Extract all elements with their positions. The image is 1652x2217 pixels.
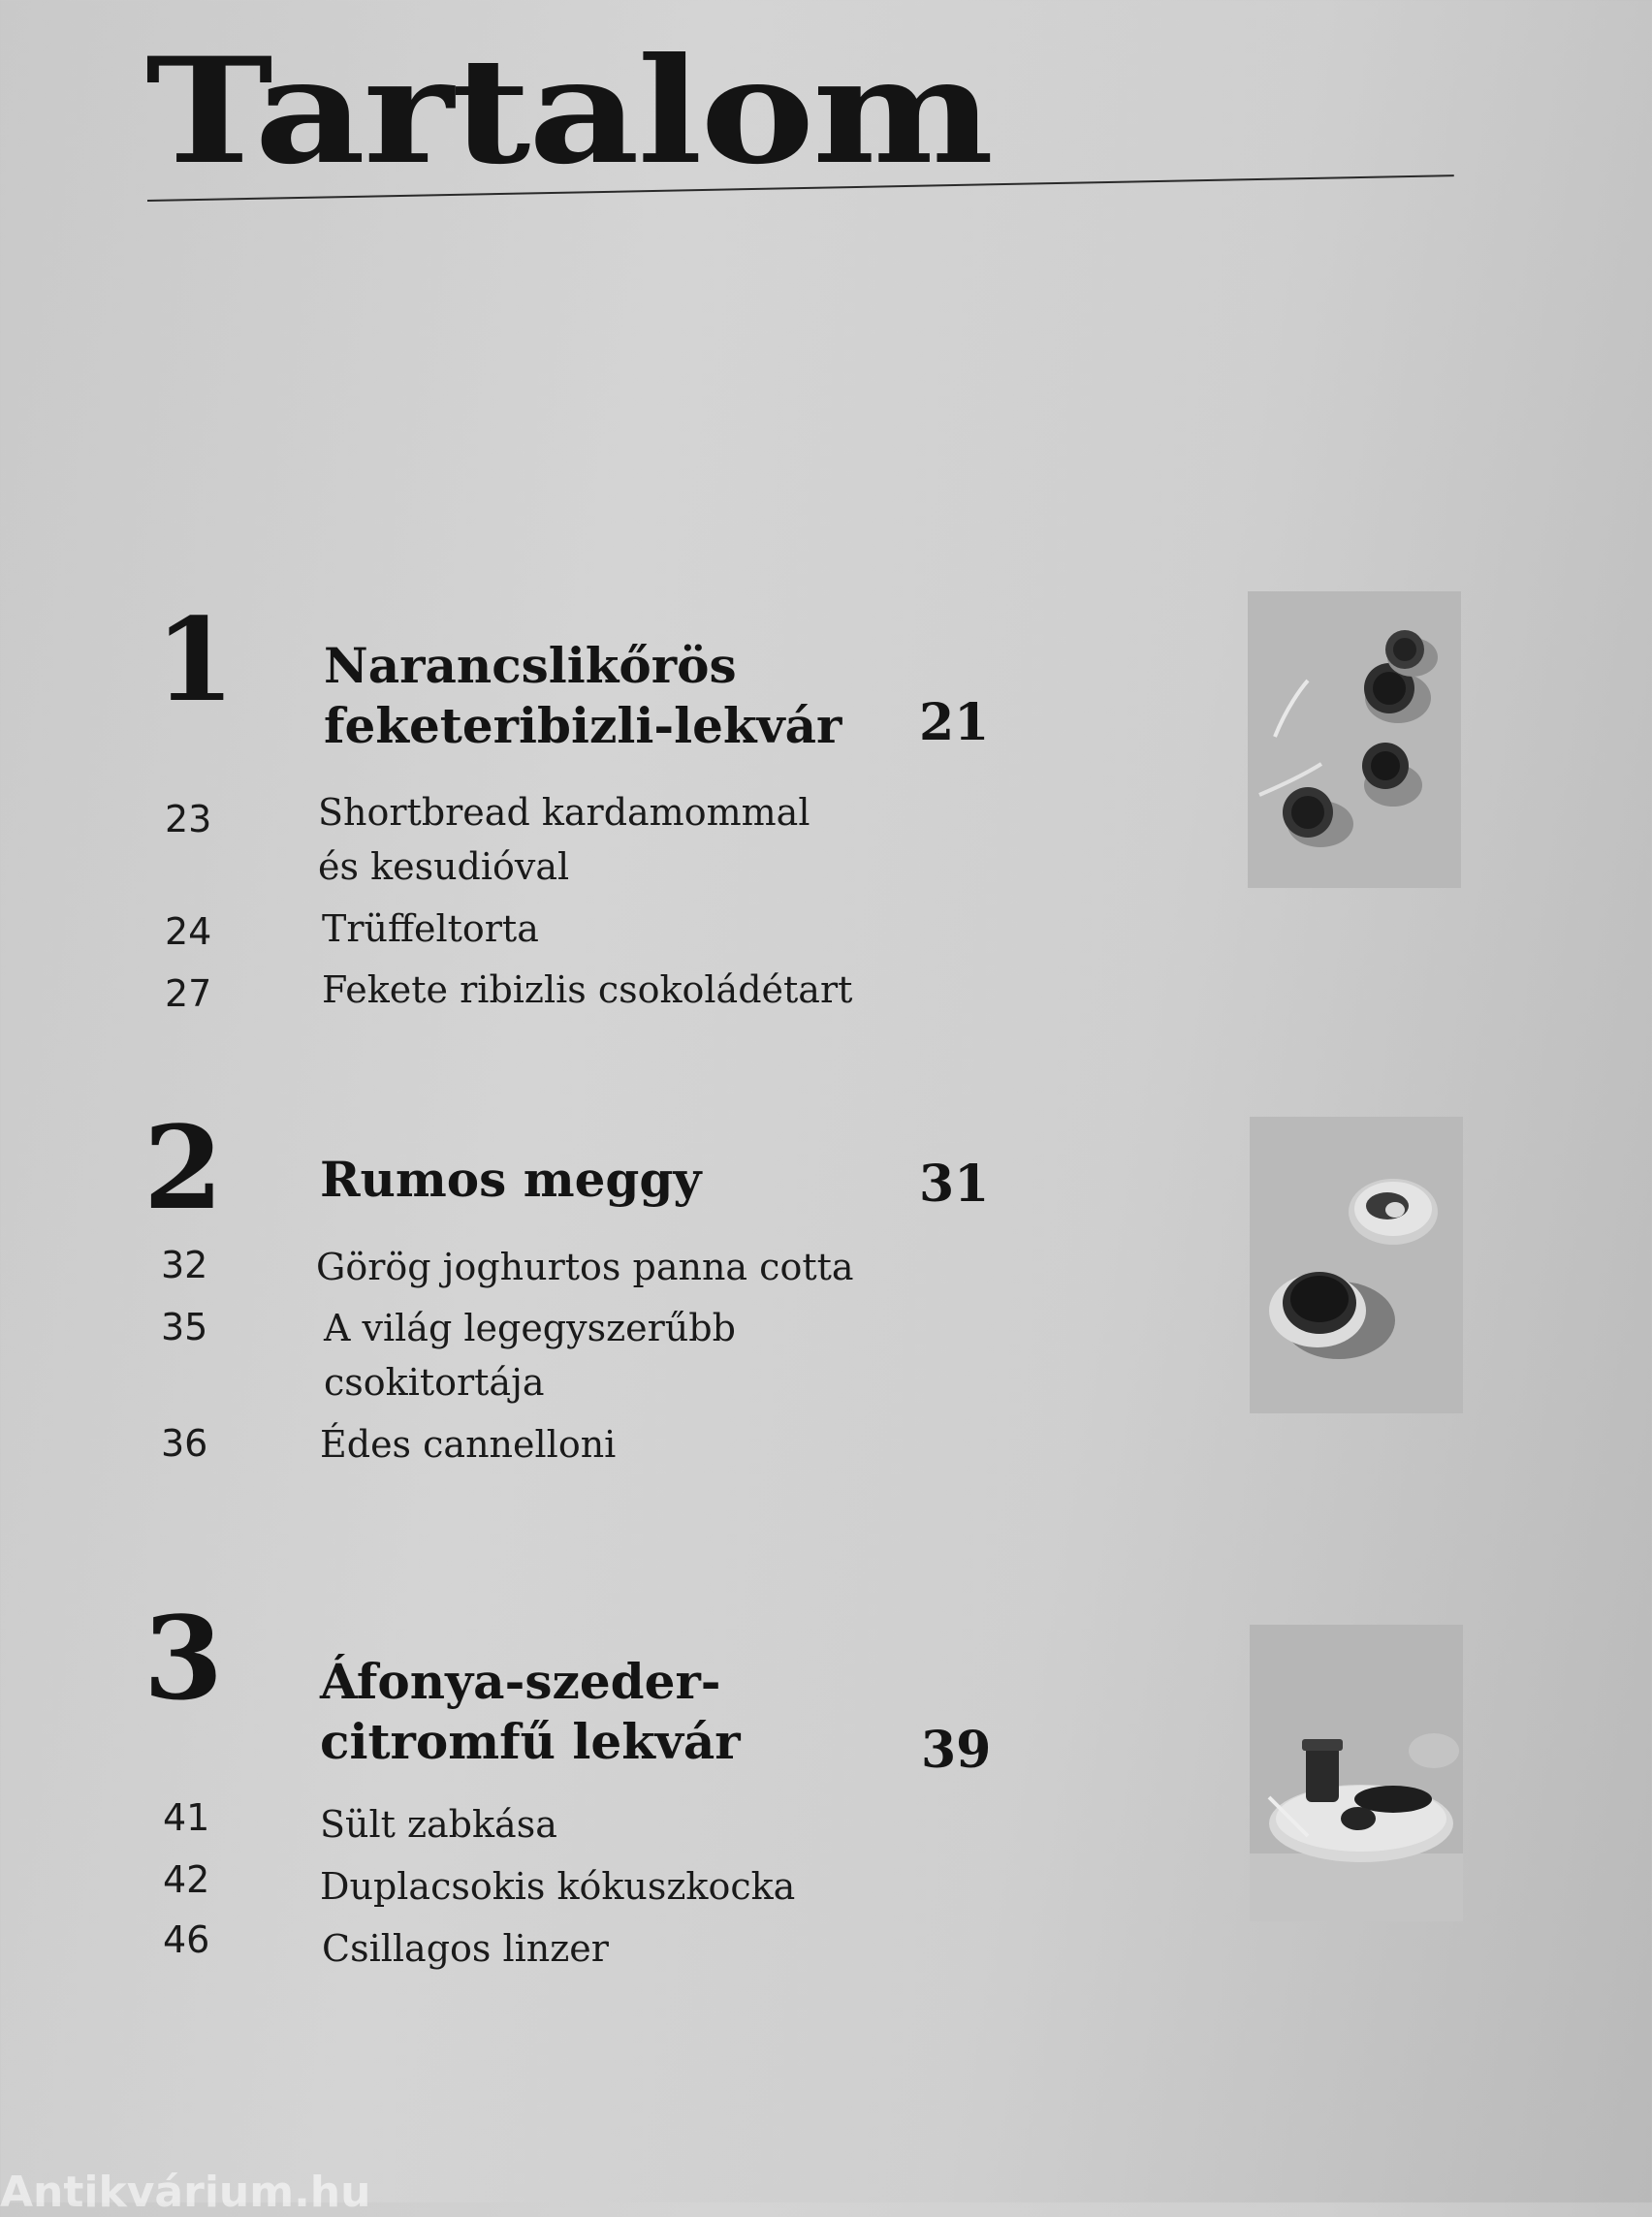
entry-page-number[interactable]: 32 bbox=[161, 1244, 208, 1286]
entry-title-line: Trüffeltorta bbox=[322, 907, 539, 950]
entry-title[interactable] bbox=[320, 1797, 557, 1852]
chapter-number: 3 bbox=[143, 1591, 224, 1726]
chapter-number: 1 bbox=[155, 592, 236, 727]
entry-title[interactable] bbox=[322, 902, 539, 956]
chapter-page-number[interactable]: 21 bbox=[919, 693, 990, 752]
entry-title[interactable] bbox=[322, 963, 852, 1017]
chapter-page-number[interactable]: 31 bbox=[919, 1155, 990, 1214]
chapter-title[interactable] bbox=[324, 636, 842, 756]
entry-title-line: Fekete ribizlis csokoládétart bbox=[322, 968, 853, 1011]
entry-title-line: és kesudióval bbox=[318, 845, 570, 888]
entry-title[interactable] bbox=[316, 1240, 854, 1294]
chapter-title-line: Áfonya-szeder- bbox=[320, 1653, 721, 1710]
page-title: Tartalom bbox=[145, 26, 992, 197]
entry-title-line: A világ legegyszerűbb bbox=[324, 1307, 736, 1349]
entry-page-number[interactable]: 42 bbox=[163, 1858, 210, 1901]
entry-page-number[interactable]: 41 bbox=[163, 1796, 210, 1839]
entry-page-number[interactable]: 46 bbox=[163, 1918, 210, 1961]
entry-title-line: Shortbread kardamommal bbox=[318, 791, 810, 834]
watermark: Antikvárium.hu bbox=[0, 2168, 371, 2217]
entry-page-number[interactable]: 24 bbox=[165, 910, 212, 953]
chapter-title-line: feketeribizli-lekvár bbox=[324, 697, 842, 754]
plate-photo-icon bbox=[1250, 1625, 1463, 1921]
entry-title-line: Csillagos linzer bbox=[322, 1927, 609, 1970]
entry-page-number[interactable]: 36 bbox=[161, 1422, 208, 1465]
entry-page-number[interactable]: 23 bbox=[165, 798, 212, 840]
chapter-title-line: citromfű lekvár bbox=[320, 1713, 741, 1770]
chapter-title-line: Narancslikőrös bbox=[324, 637, 737, 694]
entry-title-line: Édes cannelloni bbox=[320, 1423, 617, 1466]
entry-title-line: Görög joghurtos panna cotta bbox=[316, 1246, 854, 1288]
entry-title[interactable] bbox=[320, 1859, 795, 1914]
chapter-page-number[interactable]: 39 bbox=[921, 1721, 992, 1780]
entry-title-line: csokitortája bbox=[324, 1361, 545, 1404]
entry-title-line: Duplacsokis kókuszkocka bbox=[320, 1865, 796, 1908]
chapter-number: 2 bbox=[143, 1100, 224, 1235]
entry-page-number[interactable]: 35 bbox=[161, 1306, 208, 1348]
chapter-title[interactable] bbox=[320, 1150, 701, 1210]
entry-title[interactable] bbox=[320, 1417, 616, 1472]
entry-title[interactable] bbox=[318, 785, 810, 894]
jam-jars-photo-icon bbox=[1248, 591, 1461, 888]
cups-photo-icon bbox=[1250, 1117, 1463, 1413]
entry-page-number[interactable]: 27 bbox=[165, 972, 212, 1015]
entry-title-line: Sült zabkása bbox=[320, 1803, 557, 1846]
entry-title[interactable] bbox=[322, 1921, 609, 1976]
chapter-title-line: Rumos meggy bbox=[320, 1151, 702, 1208]
chapter-title[interactable] bbox=[320, 1652, 741, 1772]
entry-title[interactable] bbox=[324, 1301, 736, 1409]
